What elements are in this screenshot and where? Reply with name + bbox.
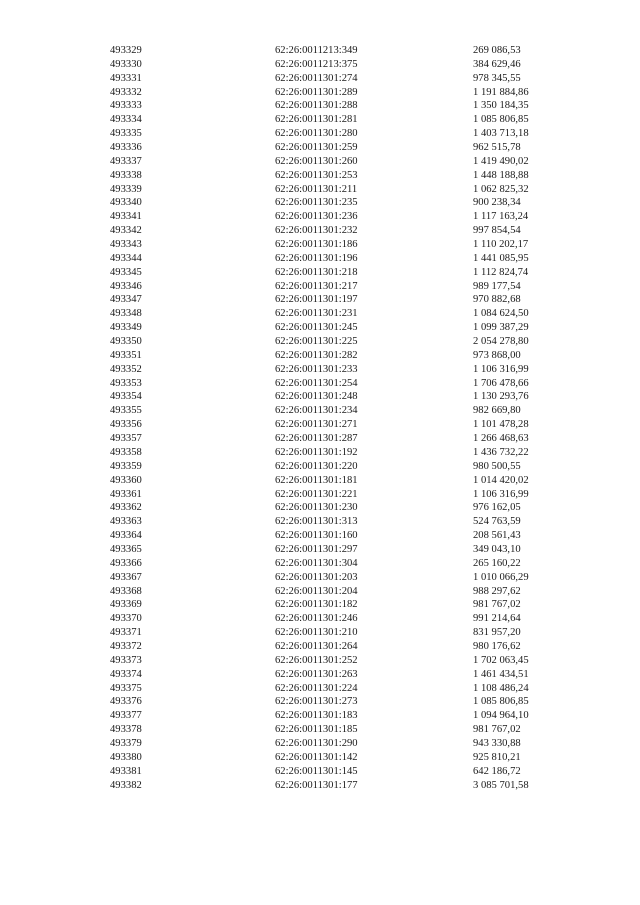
table-row (110, 446, 593, 460)
table-row (110, 183, 593, 197)
cadastral-value: 900 238,34 (473, 197, 521, 209)
cadastral-number: 62:26:0011301:145 (275, 765, 358, 777)
cadastral-value: 524 763,59 (473, 516, 521, 528)
row-number: 493381 (110, 765, 142, 777)
table-row (110, 779, 593, 793)
table-row (110, 654, 593, 668)
cadastral-value: 642 186,72 (473, 765, 521, 777)
row-number: 493368 (110, 585, 142, 597)
cadastral-value: 943 330,88 (473, 737, 521, 749)
row-number: 493379 (110, 737, 142, 749)
row-number: 493341 (110, 211, 142, 223)
row-number: 493382 (110, 779, 142, 791)
cadastral-number: 62:26:0011301:204 (275, 585, 358, 597)
cadastral-value: 3 085 701,58 (473, 779, 529, 791)
table-row (110, 488, 593, 502)
table-row (110, 169, 593, 183)
table-row (110, 99, 593, 113)
cadastral-value: 989 177,54 (473, 280, 521, 292)
row-number: 493332 (110, 86, 142, 98)
row-number: 493349 (110, 322, 142, 334)
cadastral-number: 62:26:0011301:271 (275, 419, 358, 431)
row-number: 493371 (110, 627, 142, 639)
cadastral-value: 1 461 434,51 (473, 668, 529, 680)
cadastral-number: 62:26:0011301:177 (275, 779, 358, 791)
cadastral-value: 1 130 293,76 (473, 391, 529, 403)
row-number: 493343 (110, 239, 142, 251)
cadastral-value: 349 043,10 (473, 543, 521, 555)
row-number: 493378 (110, 724, 142, 736)
row-number: 493377 (110, 710, 142, 722)
cadastral-number: 62:26:0011301:281 (275, 114, 358, 126)
cadastral-value: 1 117 163,24 (473, 211, 529, 223)
cadastral-value: 1 085 806,85 (473, 696, 529, 708)
table-row (110, 501, 593, 515)
cadastral-value: 269 086,53 (473, 45, 521, 56)
cadastral-number: 62:26:0011301:224 (275, 682, 358, 694)
cadastral-number: 62:26:0011301:211 (275, 183, 358, 195)
row-number: 493331 (110, 72, 142, 84)
cadastral-value: 1 106 316,99 (473, 363, 529, 375)
row-number: 493363 (110, 516, 142, 528)
cadastral-value: 1 106 316,99 (473, 488, 529, 500)
cadastral-value: 1 191 884,86 (473, 86, 529, 98)
cadastral-number: 62:26:0011301:289 (275, 86, 358, 98)
cadastral-number: 62:26:0011301:273 (275, 696, 358, 708)
cadastral-value: 2 054 278,80 (473, 336, 529, 348)
table-row (110, 86, 593, 100)
cadastral-value: 997 854,54 (473, 225, 521, 237)
row-number: 493362 (110, 502, 142, 514)
table-row (110, 404, 593, 418)
table-row (110, 280, 593, 294)
cadastral-value: 991 214,64 (473, 613, 521, 625)
row-number: 493372 (110, 640, 142, 652)
cadastral-number: 62:26:0011301:235 (275, 197, 358, 209)
cadastral-number: 62:26:0011301:225 (275, 336, 358, 348)
cadastral-number: 62:26:0011301:287 (275, 433, 358, 445)
cadastral-value: 980 176,62 (473, 640, 521, 652)
cadastral-number: 62:26:0011301:254 (275, 377, 358, 389)
table-row (110, 626, 593, 640)
table-row (110, 72, 593, 86)
cadastral-number: 62:26:0011301:290 (275, 737, 358, 749)
table-row (110, 418, 593, 432)
table-row (110, 682, 593, 696)
cadastral-number: 62:26:0011301:248 (275, 391, 358, 403)
cadastral-number: 62:26:0011301:186 (275, 239, 358, 251)
row-number: 493340 (110, 197, 142, 209)
cadastral-value: 831 957,20 (473, 627, 521, 639)
table-row (110, 113, 593, 127)
cadastral-number: 62:26:0011301:197 (275, 294, 358, 306)
table-row (110, 432, 593, 446)
row-number: 493375 (110, 682, 142, 694)
cadastral-value: 978 345,55 (473, 72, 521, 84)
cadastral-number: 62:26:0011301:259 (275, 142, 358, 154)
cadastral-value: 1 110 202,17 (473, 239, 529, 251)
cadastral-value: 980 500,55 (473, 460, 521, 472)
cadastral-number: 62:26:0011301:304 (275, 557, 358, 569)
cadastral-number: 62:26:0011301:142 (275, 751, 358, 763)
table-row (110, 196, 593, 210)
table-row (110, 210, 593, 224)
row-number: 493356 (110, 419, 142, 431)
cadastral-number: 62:26:0011301:264 (275, 640, 358, 652)
cadastral-number: 62:26:0011301:280 (275, 128, 358, 140)
row-number: 493334 (110, 114, 142, 126)
cadastral-number: 62:26:0011301:236 (275, 211, 358, 223)
cadastral-number: 62:26:0011301:192 (275, 446, 358, 458)
cadastral-value: 1 094 964,10 (473, 710, 529, 722)
cadastral-number: 62:26:0011301:233 (275, 363, 358, 375)
table-row (110, 266, 593, 280)
row-number: 493350 (110, 336, 142, 348)
cadastral-number: 62:26:0011301:181 (275, 474, 358, 486)
row-number: 493369 (110, 599, 142, 611)
table-row (110, 474, 593, 488)
cadastral-value: 1 099 387,29 (473, 322, 529, 334)
row-number: 493337 (110, 155, 142, 167)
table-row (110, 321, 593, 335)
table-row (110, 543, 593, 557)
row-number: 493348 (110, 308, 142, 320)
row-number: 493345 (110, 266, 142, 278)
table-row (110, 238, 593, 252)
row-number: 493373 (110, 654, 142, 666)
row-number: 493357 (110, 433, 142, 445)
table-row (110, 737, 593, 751)
table-row (110, 224, 593, 238)
cadastral-number: 62:26:0011301:263 (275, 668, 358, 680)
cadastral-number: 62:26:0011301:288 (275, 100, 358, 112)
table-row (110, 751, 593, 765)
cadastral-number: 62:26:0011301:218 (275, 266, 358, 278)
table-row (110, 598, 593, 612)
row-number: 493330 (110, 58, 142, 70)
cadastral-number: 62:26:0011301:246 (275, 613, 358, 625)
cadastral-value: 1 108 486,24 (473, 682, 529, 694)
cadastral-value: 982 669,80 (473, 405, 521, 417)
row-number: 493344 (110, 252, 142, 264)
row-number: 493347 (110, 294, 142, 306)
cadastral-value: 1 419 490,02 (473, 155, 529, 167)
cadastral-value: 1 702 063,45 (473, 654, 529, 666)
table-row (110, 155, 593, 169)
table-row (110, 377, 593, 391)
cadastral-number: 62:26:0011301:232 (275, 225, 358, 237)
row-number: 493374 (110, 668, 142, 680)
table-row (110, 349, 593, 363)
table-row (110, 612, 593, 626)
cadastral-number: 62:26:0011301:282 (275, 349, 358, 361)
row-number: 493335 (110, 128, 142, 140)
table-row (110, 44, 593, 58)
cadastral-number: 62:26:0011213:375 (275, 58, 358, 70)
table-row (110, 390, 593, 404)
cadastral-value: 1 062 825,32 (473, 183, 529, 195)
cadastral-value: 1 441 085,95 (473, 252, 529, 264)
row-number: 493365 (110, 543, 142, 555)
cadastral-number: 62:26:0011213:349 (275, 45, 358, 56)
cadastral-number: 62:26:0011301:203 (275, 571, 358, 583)
table-row (110, 127, 593, 141)
cadastral-number: 62:26:0011301:297 (275, 543, 358, 555)
table-row (110, 293, 593, 307)
table-row (110, 557, 593, 571)
row-number: 493352 (110, 363, 142, 375)
cadastral-number: 62:26:0011301:220 (275, 460, 358, 472)
table-row (110, 585, 593, 599)
cadastral-value: 1 436 732,22 (473, 446, 529, 458)
cadastral-number: 62:26:0011301:260 (275, 155, 358, 167)
cadastral-number: 62:26:0011301:160 (275, 530, 358, 542)
cadastral-value: 962 515,78 (473, 142, 521, 154)
cadastral-value: 1 014 420,02 (473, 474, 529, 486)
cadastral-number: 62:26:0011301:183 (275, 710, 358, 722)
table-row (110, 307, 593, 321)
cadastral-number: 62:26:0011301:234 (275, 405, 358, 417)
row-number: 493339 (110, 183, 142, 195)
cadastral-value: 976 162,05 (473, 502, 521, 514)
cadastral-value: 384 629,46 (473, 58, 521, 70)
cadastral-value: 970 882,68 (473, 294, 521, 306)
row-number: 493329 (110, 45, 142, 56)
row-number: 493342 (110, 225, 142, 237)
cadastral-number: 62:26:0011301:252 (275, 654, 358, 666)
row-number: 493351 (110, 349, 142, 361)
cadastral-value: 1 010 066,29 (473, 571, 529, 583)
row-number: 493333 (110, 100, 142, 112)
cadastral-value: 1 448 188,88 (473, 169, 529, 181)
row-number: 493353 (110, 377, 142, 389)
cadastral-value: 1 350 184,35 (473, 100, 529, 112)
cadastral-number: 62:26:0011301:230 (275, 502, 358, 514)
table-row (110, 58, 593, 72)
cadastral-value: 925 810,21 (473, 751, 521, 763)
cadastral-number: 62:26:0011301:210 (275, 627, 358, 639)
row-number: 493355 (110, 405, 142, 417)
row-number: 493336 (110, 142, 142, 154)
table-row (110, 571, 593, 585)
table-row (110, 141, 593, 155)
table-body (110, 44, 593, 792)
cadastral-number: 62:26:0011301:185 (275, 724, 358, 736)
cadastral-value: 1 403 713,18 (473, 128, 529, 140)
table-row (110, 709, 593, 723)
row-number: 493364 (110, 530, 142, 542)
cadastral-value: 265 160,22 (473, 557, 521, 569)
cadastral-number: 62:26:0011301:221 (275, 488, 358, 500)
cadastral-number: 62:26:0011301:196 (275, 252, 358, 264)
cadastral-number: 62:26:0011301:182 (275, 599, 358, 611)
cadastral-value: 988 297,62 (473, 585, 521, 597)
row-number: 493360 (110, 474, 142, 486)
row-number: 493346 (110, 280, 142, 292)
table-row (110, 640, 593, 654)
cadastral-value: 1 101 478,28 (473, 419, 529, 431)
row-number: 493359 (110, 460, 142, 472)
cadastral-value: 1 084 624,50 (473, 308, 529, 320)
cadastral-number: 62:26:0011301:245 (275, 322, 358, 334)
row-number: 493376 (110, 696, 142, 708)
row-number: 493370 (110, 613, 142, 625)
cadastral-value: 981 767,02 (473, 599, 521, 611)
cadastral-value: 1 112 824,74 (473, 266, 529, 278)
table-row (110, 335, 593, 349)
cadastral-number: 62:26:0011301:253 (275, 169, 358, 181)
cadastral-value: 1 266 468,63 (473, 433, 529, 445)
table-row (110, 460, 593, 474)
cadastral-number: 62:26:0011301:217 (275, 280, 358, 292)
table-row (110, 529, 593, 543)
table-row (110, 765, 593, 779)
cadastral-value: 208 561,43 (473, 530, 521, 542)
cadastral-value: 981 767,02 (473, 724, 521, 736)
cadastral-value-table (110, 44, 593, 792)
row-number: 493366 (110, 557, 142, 569)
row-number: 493338 (110, 169, 142, 181)
row-number: 493354 (110, 391, 142, 403)
row-number: 493380 (110, 751, 142, 763)
table-row (110, 252, 593, 266)
row-number: 493361 (110, 488, 142, 500)
table-row (110, 695, 593, 709)
row-number: 493367 (110, 571, 142, 583)
row-number: 493358 (110, 446, 142, 458)
cadastral-number: 62:26:0011301:231 (275, 308, 358, 320)
table-row (110, 668, 593, 682)
table-row (110, 723, 593, 737)
cadastral-value: 1 085 806,85 (473, 114, 529, 126)
cadastral-value: 973 868,00 (473, 349, 521, 361)
table-row (110, 363, 593, 377)
cadastral-number: 62:26:0011301:313 (275, 516, 358, 528)
cadastral-value: 1 706 478,66 (473, 377, 529, 389)
table-row (110, 515, 593, 529)
cadastral-number: 62:26:0011301:274 (275, 72, 358, 84)
